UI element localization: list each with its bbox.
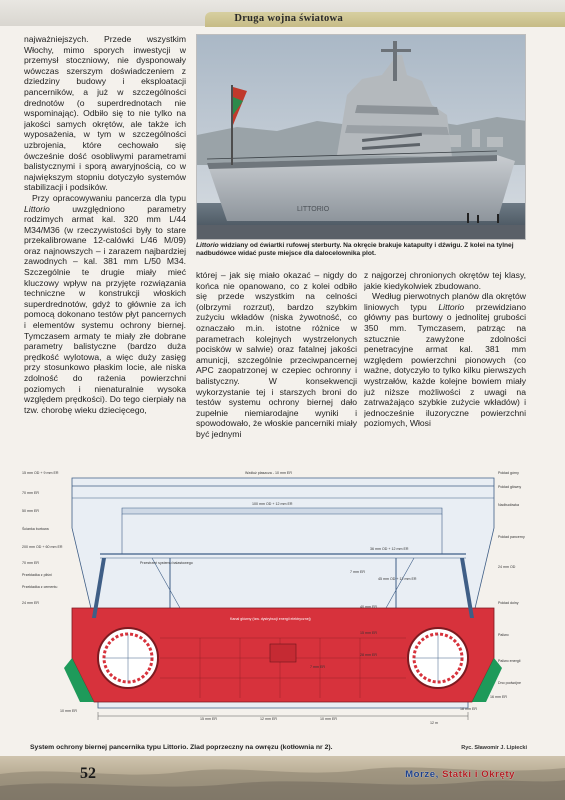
label-main-channel: Kanał główny (tzw. dystrybucji energii elektrycznej) [230, 617, 311, 621]
label-mid-6: 7 mm ER [310, 665, 325, 669]
article-column-left [24, 34, 186, 468]
text-run: Według pierwotnych planów dla okrętów liniowych typu [364, 291, 526, 312]
diagram-credit: Ryc. Sławomir J. Lipiecki [461, 745, 527, 751]
label-left-7: Przekładka z pilśni [22, 573, 52, 577]
cross-section-diagram [20, 458, 545, 728]
label-beam: 12 m [430, 721, 438, 725]
hull-name: LITTORIO [297, 206, 330, 213]
label-right-1: Pokład górny [498, 471, 519, 475]
label-left-3: 50 mm ER [22, 509, 39, 513]
article-paragraph [24, 193, 186, 415]
article-column-right [364, 270, 526, 468]
label-left-9: 24 mm ER [22, 601, 39, 605]
label-left-2: 70 mm ER [22, 491, 39, 495]
label-bottom-3: 12 mm ER [260, 717, 277, 721]
label-left-6: 70 mm ER [22, 561, 39, 565]
label-deck-45: 45 mm OD + 12 mm ER [378, 577, 417, 581]
label-bottom-1: 10 mm ER [60, 709, 77, 713]
article-paragraph: której – jak się miało okazać – nigdy do końca nie opanowano, co z kolei odbiło się przede wszystkim na celności (olbrzymi rozrzut), bardzo szybkim zużyciu wkładów (niska żywotność, co oznaczało m.in. istotne różnice w parametrach kolejnych wystrzelonych pocisków w salwie) oraz fatalnej jakości amunicji, szczególnie przeciwpancernej APC zaopatrzonej w czepiec ochronny i balistyczny. W konsekwencji wykorzystanie tej i starszych broni do testów systemu ochrony biernej dało zupełnie niemiarodajne wyniki i spowodowało, że włoskie pancerniki miały być jednymi [196, 270, 357, 439]
label-deck-100: 100 mm OD + 12 mm ER [252, 502, 293, 506]
label-bottom-6: 16 mm ER [490, 695, 507, 699]
ship-photo [196, 34, 526, 240]
label-right-3: Nadbudówka [498, 503, 519, 507]
section-title: Druga wojna światowa [234, 13, 343, 24]
text-run: przewidziano główny pas burtowy o jednolitej grubości 350 mm. Tymczasem, patrząc na sztucznie zawyżone zdolności penetracyjne armat kal. 381 mm względem powierzchni pionowych (co ważne, dotyczyło to tylko kilku pierwszych wystrzałów, każde kolejne bowiem miały już niższe możliwości z uwagi na zatrważająco szybkie zużycie wkładów) i jednocześnie iluzoryczne powierzchni poziomych, Włosi [364, 301, 526, 429]
magazine-name-part: Statki i Okręty [442, 769, 515, 780]
label-bottom-5: 18 mm ER [460, 707, 477, 711]
label-right-6: Pokład dolny [498, 601, 519, 605]
label-left-4: Ścianka burtowa [22, 527, 49, 531]
label-left-5: 200 mm OD + 60 mm ER [22, 545, 63, 549]
text-run: uwzględniono parametry rodzimych armat kal. 320 mm L/44 M34/M36 (w rzeczywistości były to stare przekalibrowane 12-calówki L/46 M/09) oraz najnowszych – i zarazem najbardziej zawodnych – kal. 381 mm L/50 M34. Szczególnie te drugie miały mieć kluczowy wpływ na przyjęte rozwiązania techniczne w konstrukcji włoskich superdrednotów, gdyż to głównie za ich pomocą dokonano testów płyt pancernych i elementów systemu ochrony biernej. Tymczasem armaty te miały złe dobrane parametry balistyczne (bardzo duża prędkość wylotowa, a więc duży zasięg przy stosunkowo płaskim locie, ale niska zdolność do rażenia powierzchni poziomych i nienaturalnie wysoka względem prędkości). Do tego cierpiały na tzw. chorobę wieku dziecięcego, [24, 203, 186, 415]
ship-name: Littorio [24, 203, 50, 214]
label-right-8: Paliwo energii [498, 659, 521, 663]
text-run: Przy opracowywaniu pancerza dla typu [32, 192, 186, 203]
caption-ship-name: Littorio [196, 242, 219, 249]
page-number: 52 [80, 765, 96, 782]
label-mid-4: 15 mm ER [360, 631, 377, 635]
label-bottom-2: 15 mm ER [200, 717, 217, 721]
article-paragraph: z najgorzej chronionych okrętów tej klasy, jakie kiedykolwiek zbudowano. [364, 270, 526, 291]
label-mid-3: 40 mm ER [360, 605, 377, 609]
magazine-name-part: Morze, [405, 769, 443, 780]
label-mid-5: 28 mm ER [360, 653, 377, 657]
label-top-deck: Wzdłuż płaszcza - 10 mm ER [245, 471, 292, 475]
label-left-8: Przekładka z cementu [22, 585, 58, 589]
article-paragraph: najważniejszych. Przede wszystkim Włochy, mimo sporych inwestycji w przemysł stoczniowy, nie dysponowały wówczas szerszym doświadczeniem z dziedziny budowy i eksploatacji pancerników, a już w szczególności drednotów (o superdrednotach nie wspominając). Odbiło się to nie tylko na jakości samych okrętów, ale także ich wyposażenia, w tym w szczególności uzbrojenia, które cechowało się ówcześnie dość osobliwymi parametrami balistycznymi i sporą awaryjnością, co w największym stopniu dotyczyło systemów stabilizacji i podsików. [24, 34, 186, 193]
label-bottom-4: 10 mm ER [320, 717, 337, 721]
label-right-4: Pokład pancerny [498, 535, 525, 539]
label-right-5: 24 mm OD [498, 565, 516, 569]
label-right-2: Pokład główny [498, 485, 522, 489]
label-ballast-space: Przestrzeń systemu balastowego [140, 561, 193, 565]
label-deck-36: 36 mm OD + 12 mm ER [370, 547, 409, 551]
ship-name: Littorio [438, 301, 465, 312]
label-left-1: 15 mm OD + 9 mm ER [22, 471, 59, 475]
magazine-name [405, 769, 515, 780]
article-column-middle [196, 270, 357, 468]
diagram-caption: System ochrony biernej pancernika typu Littorio. Zlad poprzeczny na owręzu (kotłownia nr 2). [30, 744, 333, 751]
label-mid-2: 7 mm ER [350, 570, 365, 574]
photo-caption [196, 242, 526, 258]
article-paragraph [364, 291, 526, 429]
label-right-9: Dno podwójne [498, 681, 521, 685]
label-right-7: Paliwo [498, 633, 509, 637]
caption-text: widziany od ćwiartki rufowej sterburty. Na okręcie brakuje katapulty i dźwigu. Z kolei na tylnej nadbudówce widać puste miejsce dla dalocelownika plot. [196, 242, 514, 257]
